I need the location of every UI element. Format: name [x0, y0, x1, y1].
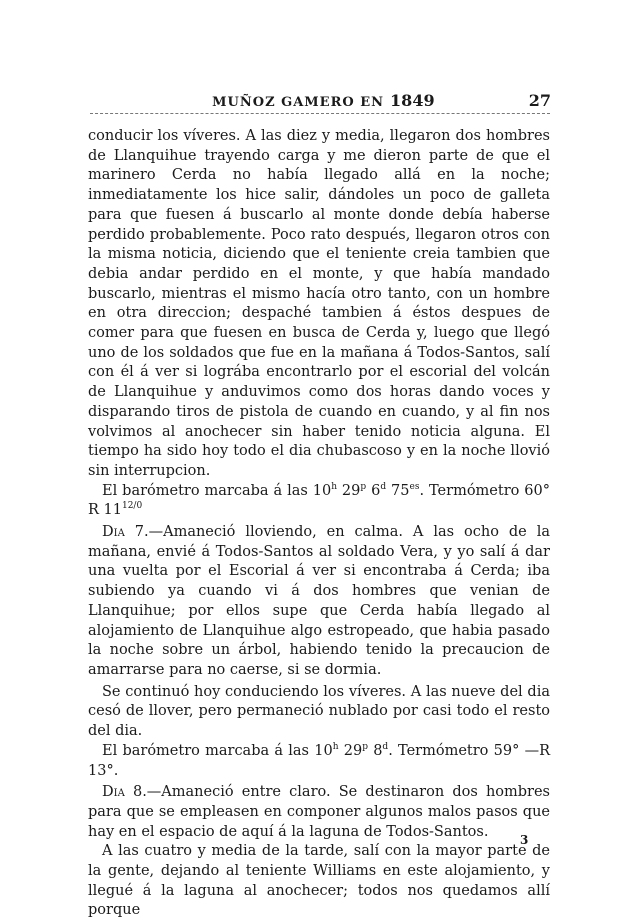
page-header [88, 91, 551, 110]
paragraph-barometer-2 [88, 742, 550, 781]
paragraph-1: conducir los víveres. A las diez y media, llegaron dos hombres de Llanquihue trayendo carga y me dieron parte de que el marinero Cerda no había llegado allá en la noche; inmediatamente los hice salir, dándoles un poco de galleta para que fuesen á buscarlo al monte donde debía haberse perdido probablemente. Poco rato después, llegaron otros con la misma noticia, diciendo que el teniente creia tambien que debia andar perdido en el monte, y que había mandado buscarlo, mientras el mismo hacía otro tanto, con un hombre en otra direccion; despaché tambien á éstos despues de comer para que fuesen en busca de Cerda y, luego que llegó uno de los soldados que fue en la mañana á Todos-Santos, salí con él á ver si lográba encontrarlo por el escorial del volcán de Llanquihue y anduvimos como dos horas dando voces y disparando tiros de pistola de cuando en cuando, y al fin nos volvimos al anochecer sin haber tenido noticia alguna. El tiempo ha sido hoy todo el dia chubascoso y en la noche llovió sin interrupcion. [88, 128, 550, 479]
barometer-value: 8 [367, 742, 383, 759]
barometer-text: El barómetro marcaba á las 10 [102, 482, 332, 499]
body-text [88, 127, 550, 921]
inch-mark: p [360, 481, 367, 492]
thermometer-text: . Termómetro 59° —R 13°. [88, 742, 550, 779]
barometer-value: 6 [366, 482, 381, 499]
paragraph-barometer-1 [88, 482, 550, 521]
running-head-year: 1849 [390, 91, 435, 110]
barometer-value: 29 [338, 742, 363, 759]
header-rule [90, 113, 550, 114]
barometer-value: 29 [336, 482, 361, 499]
signature-mark: 3 [520, 833, 529, 847]
day-7-text: 7.—Amaneció lloviendo, en calma. A las ocho de la mañana, envié á Todos-Santos al soldado Vera, y yo salí á dar una vuelta por el Escorial á ver si encontraba á Cerda; iba subiendo ya cuando vi á dos hombres que venian de Llanquihue; por ellos supe que Cerda había llegado al alojamiento de Llanquihue algo estropeado, que habia pasado la noche sobre un árbol, habiendo tenido la precaucion de amarrarse para no caerse, si se dormia. [88, 524, 550, 678]
barometer-text: El barómetro marcaba á las 10 [102, 742, 333, 759]
day-8-text: 8.—Amaneció entre claro. Se destinaron dos hombres para que se empleasen en componer algunos malos pasos que hay en el espacio de aquí á la laguna de Todos-Santos. [88, 784, 550, 840]
line-mark: d [382, 741, 389, 752]
running-head [88, 91, 529, 110]
day-label: Dia [102, 784, 125, 801]
barometer-value: 75 [386, 482, 410, 499]
thermometer-text: . Termómetro 60° R 11 [88, 482, 551, 519]
fraction-mark: 12/0 [121, 501, 143, 512]
paragraph-4: Se continuó hoy conduciendo los víveres. A las nueve del dia cesó de llover, pero permaneció nublado por casi todo el resto del dia. [88, 683, 550, 740]
hour-mark: h [331, 481, 337, 492]
unit-mark: es [409, 481, 420, 492]
line-mark: d [380, 481, 387, 492]
day-label: Dia [102, 524, 125, 541]
running-head-title: MUÑOZ GAMERO EN [212, 95, 385, 110]
paragraph-day-7 [88, 523, 550, 681]
hour-mark: h [332, 741, 339, 752]
inch-mark: p [362, 741, 368, 752]
page-number: 27 [528, 91, 551, 110]
paragraph-7: A las cuatro y media de la tarde, salí con la mayor parte de la gente, dejando al teniente Williams en este alojamiento, y llegué á la laguna al anochecer; todos nos quedamos allí porque [88, 843, 550, 919]
paragraph-day-8 [88, 783, 550, 842]
